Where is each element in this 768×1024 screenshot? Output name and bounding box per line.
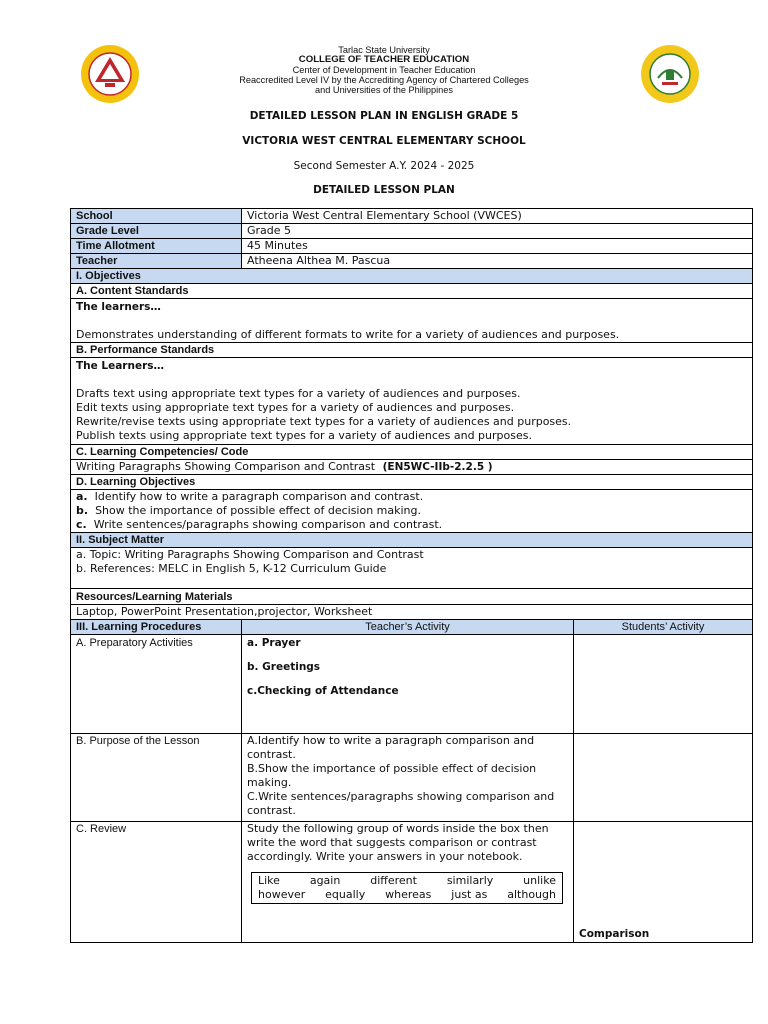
semester-line: Second Semester A.Y. 2024 - 2025 (293, 160, 475, 172)
review-label: C. Review (71, 822, 242, 943)
subject-matter-heading: II. Subject Matter (71, 533, 753, 548)
topic-line: a. Topic: Writing Paragraphs Showing Comparison and Contrast (76, 548, 424, 561)
students-review-answer: Comparison (579, 928, 650, 940)
purpose-line: A.Identify how to write a paragraph comparison and contrast. (247, 734, 535, 761)
item-letter: a. (76, 490, 88, 503)
word: equally (325, 888, 366, 901)
competencies-heading: C. Learning Competencies/ Code (71, 445, 753, 460)
prep-item: c.Checking of Attendance (247, 685, 399, 697)
content-standards-cell (71, 299, 753, 343)
learning-objectives-cell (71, 490, 753, 533)
subtitle: DETAILED LESSON PLAN (313, 184, 455, 196)
purpose-students-cell (574, 734, 753, 822)
performance-line: Publish texts using appropriate text types for a variety of audiences and purposes. (76, 429, 532, 442)
word: however (258, 888, 306, 901)
college-of-teacher-education-seal (640, 44, 700, 104)
performance-line: Edit texts using appropriate text types for a variety of audiences and purposes. (76, 401, 515, 414)
teacher-activity-column: Teacher’s Activity (242, 620, 574, 635)
word: again (309, 874, 341, 887)
accreditation-line-2: and Universities of the Philippines (315, 85, 453, 95)
review-instructions: Study the following group of words inside the box then write the word that suggests comparison or contrast accordingly. Write your answers in your notebook. (247, 822, 549, 863)
subject-matter-cell (71, 548, 753, 589)
performance-intro: The Learners… (76, 360, 165, 372)
plan-title: DETAILED LESSON PLAN IN ENGLISH GRADE 5 (249, 110, 519, 122)
word: whereas (385, 888, 432, 901)
resources-text: Laptop, PowerPoint Presentation,projector, Worksheet (71, 605, 753, 620)
university-header (170, 45, 598, 95)
school-row (71, 209, 753, 224)
word: unlike (523, 874, 556, 887)
prep-item: a. Prayer (247, 637, 301, 649)
purpose-line: B.Show the importance of possible effect of decision making. (247, 762, 537, 789)
preparatory-students-cell (574, 635, 753, 734)
time-row (71, 239, 753, 254)
students-activity-column: Students’ Activity (574, 620, 753, 635)
item-letter: b. (76, 504, 89, 517)
time-value: 45 Minutes (242, 239, 753, 254)
tarlac-state-university-seal (80, 44, 140, 104)
prep-item: b. Greetings (247, 661, 321, 673)
item-letter: c. (76, 518, 87, 531)
word: similarly (446, 874, 494, 887)
performance-line: Drafts text using appropriate text types for a variety of audiences and purposes. (76, 387, 521, 400)
school-label: School (71, 209, 242, 224)
time-label: Time Allotment (71, 239, 242, 254)
teacher-label: Teacher (71, 254, 242, 269)
grade-label: Grade Level (71, 224, 242, 239)
school-title: VICTORIA WEST CENTRAL ELEMENTARY SCHOOL (242, 135, 526, 147)
preparatory-label: A. Preparatory Activities (71, 635, 242, 734)
review-row (71, 822, 753, 943)
competencies-cell (71, 460, 753, 475)
content-intro: The learners… (76, 301, 161, 313)
procedures-heading: III. Learning Procedures (71, 620, 242, 635)
performance-standards-heading: B. Performance Standards (71, 343, 753, 358)
word-row (258, 874, 556, 888)
content-standards-heading: A. Content Standards (71, 284, 753, 299)
grade-value: Grade 5 (242, 224, 753, 239)
college-name: COLLEGE OF TEACHER EDUCATION (298, 54, 470, 65)
center-of-development: Center of Development in Teacher Education (292, 65, 476, 75)
word: just as (451, 888, 488, 901)
accreditation-line-1: Reaccredited Level IV by the Accrediting Agency of Chartered Colleges (239, 75, 529, 85)
teacher-row (71, 254, 753, 269)
purpose-line: C.Write sentences/paragraphs showing comparison and contrast. (247, 790, 555, 817)
preparatory-row (71, 635, 753, 734)
purpose-row (71, 734, 753, 822)
review-teacher-cell (242, 822, 574, 943)
references-line: b. References: MELC in English 5, K-12 Curriculum Guide (76, 562, 387, 575)
grade-row (71, 224, 753, 239)
school-value: Victoria West Central Elementary School (VWCES) (242, 209, 753, 224)
item-text: Write sentences/paragraphs showing comparison and contrast. (93, 518, 443, 531)
item-text: Show the importance of possible effect of decision making. (95, 504, 422, 517)
item-text: Identify how to write a paragraph comparison and contrast. (94, 490, 424, 503)
learning-objective-item (76, 504, 747, 518)
objectives-heading: I. Objectives (71, 269, 753, 284)
word-row (258, 888, 556, 902)
university-name: Tarlac State University (338, 45, 430, 55)
learning-objectives-heading: D. Learning Objectives (71, 475, 753, 490)
purpose-label: B. Purpose of the Lesson (71, 734, 242, 822)
content-text: Demonstrates understanding of different formats to write for a variety of audiences and purposes. (76, 328, 620, 341)
teacher-value: Atheena Althea M. Pascua (242, 254, 753, 269)
review-students-cell (574, 822, 753, 943)
preparatory-teacher-cell (242, 635, 574, 734)
learning-objective-item (76, 518, 747, 532)
purpose-teacher-cell (242, 734, 574, 822)
lesson-plan-table (70, 208, 753, 943)
resources-heading: Resources/Learning Materials (71, 589, 753, 605)
competencies-text: Writing Paragraphs Showing Comparison and Contrast (76, 460, 376, 473)
performance-line: Rewrite/revise texts using appropriate text types for a variety of audiences and purposes. (76, 415, 572, 428)
competencies-code: (EN5WC-IIb-2.2.5 ) (382, 461, 493, 473)
word-box (251, 872, 563, 904)
word: different (370, 874, 417, 887)
performance-standards-cell (71, 358, 753, 445)
word: Like (258, 874, 280, 887)
word: although (507, 888, 556, 901)
learning-objective-item (76, 490, 747, 504)
